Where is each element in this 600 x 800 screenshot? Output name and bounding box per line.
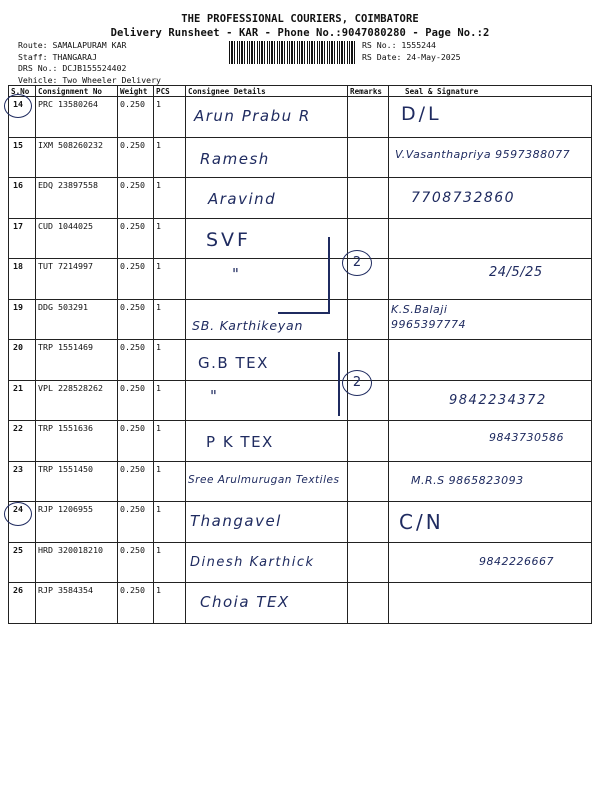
- handwritten-consignee: Arun Prabu R: [194, 107, 311, 125]
- row-remarks: [348, 583, 389, 624]
- table-row: [9, 178, 592, 219]
- row-pcs: 1: [156, 382, 161, 393]
- table-row: [9, 137, 592, 178]
- row-remarks: [348, 178, 389, 219]
- handwritten-signature: M.R.S 9865823093: [411, 473, 524, 487]
- handwritten-consignee: Choia TEX: [200, 593, 290, 611]
- row-pcs: 1: [156, 463, 161, 474]
- row-pcs: 1: [156, 220, 161, 231]
- rs-number: RS No.: 1555244: [362, 40, 436, 50]
- handwritten-signature: D/L: [401, 103, 442, 125]
- row-sno: 21: [13, 382, 23, 393]
- col-consignment-no: Consignment No: [36, 86, 118, 97]
- row-pcs: 1: [156, 139, 161, 150]
- row-remarks: [348, 137, 389, 178]
- handwritten-signature: 7708732860: [411, 190, 516, 206]
- row-sno: 20: [13, 342, 23, 352]
- row-pcs: 1: [156, 301, 161, 312]
- table-row: [9, 340, 592, 381]
- row-remarks: [348, 299, 389, 340]
- handwritten-signature: V.Vasanthapriya 9597388077: [395, 147, 571, 161]
- row-sno: 24: [13, 504, 23, 514]
- handwritten-consignee: Aravind: [208, 190, 277, 208]
- handwritten-consignee: P K TEX: [206, 433, 274, 451]
- col-weight: Weight: [118, 86, 154, 97]
- row-remarks: [348, 502, 389, 543]
- table-row: [9, 299, 592, 340]
- row-consignment: PRC 13580264: [38, 99, 98, 109]
- company-title: THE PROFESSIONAL COURIERS, COIMBATORE: [181, 13, 419, 25]
- row-pcs: 1: [156, 585, 161, 595]
- handwritten-consignee: Ramesh: [200, 149, 270, 168]
- row-consignment: HRD 320018210: [38, 544, 103, 555]
- runsheet-meta-left: [18, 40, 161, 86]
- pen-bracket-line: [338, 352, 340, 416]
- table-row: [9, 97, 592, 138]
- row-weight: 0.250: [120, 463, 145, 474]
- row-sno: 15: [13, 139, 23, 150]
- handwritten-signature: 9842226667: [479, 554, 554, 568]
- row-consignment: TRP 1551469: [38, 342, 93, 352]
- row-pcs: 1: [156, 261, 161, 271]
- row-remarks: [348, 461, 389, 502]
- handwritten-signature: 24/5/25: [489, 265, 543, 280]
- staff-label: Staff: THANGARAJ: [18, 51, 97, 62]
- row-weight: 0.250: [120, 261, 145, 271]
- row-weight: 0.250: [120, 585, 145, 595]
- row-consignment: IXM 508260232: [38, 139, 103, 150]
- pen-circle-mark: [4, 94, 32, 118]
- handwritten-consignee: ": [210, 386, 219, 405]
- row-sno: 22: [13, 423, 23, 433]
- row-weight: 0.250: [120, 139, 145, 150]
- row-weight: 0.250: [120, 504, 145, 514]
- handwritten-consignee: Sree Arulmurugan Textiles: [188, 473, 340, 486]
- row-pcs: 1: [156, 342, 161, 352]
- col-pcs: PCS: [154, 86, 186, 97]
- row-consignment: CUD 1044025: [38, 220, 93, 231]
- row-pcs: 1: [156, 99, 161, 109]
- table-row: [9, 380, 592, 421]
- handwritten-consignee: Thangavel: [190, 512, 282, 530]
- col-seal-signature: Seal & Signature: [389, 86, 592, 97]
- row-sno: 16: [13, 180, 23, 190]
- pen-bracket-line: [278, 312, 330, 314]
- vehicle-label: Vehicle: Two Wheeler Delivery: [18, 74, 161, 85]
- pen-bracket-line: [328, 237, 330, 313]
- row-sno: 18: [13, 261, 23, 271]
- row-weight: 0.250: [120, 544, 145, 555]
- pen-circle-mark: [4, 502, 32, 526]
- col-consignee-details: Consignee Details: [186, 86, 348, 97]
- row-remarks: [348, 97, 389, 138]
- row-consignment: VPL 228528262: [38, 382, 103, 393]
- row-pcs: 1: [156, 423, 161, 433]
- row-sno: 23: [13, 463, 23, 474]
- row-sno: 19: [13, 301, 23, 312]
- row-consignment: TUT 7214997: [38, 261, 93, 271]
- runsheet-subtitle: Delivery Runsheet - KAR - Phone No.:9047080280 - Page No.:2: [110, 27, 490, 39]
- route-label: Route: SAMALAPURAM KAR: [18, 40, 127, 50]
- row-consignment: DDG 503291: [38, 301, 88, 312]
- table-row: [9, 421, 592, 462]
- row-pcs: 1: [156, 180, 161, 190]
- handwritten-consignee: G.B TEX: [198, 354, 269, 372]
- drs-number: DRS No.: DCJB155524402: [18, 63, 127, 73]
- row-weight: 0.250: [120, 382, 145, 393]
- row-consignment: TRP 1551636: [38, 423, 93, 433]
- row-weight: 0.250: [120, 342, 145, 352]
- handwritten-signature: K.S.Balaji 9965397774: [391, 302, 466, 331]
- handwritten-consignee: SB. Karthikeyan: [192, 317, 304, 333]
- row-weight: 0.250: [120, 220, 145, 231]
- row-weight: 0.250: [120, 301, 145, 312]
- handwritten-signature: 9843730586: [489, 431, 564, 444]
- row-weight: 0.250: [120, 423, 145, 433]
- table-header-row: [9, 86, 592, 97]
- runsheet-meta-right: [362, 40, 461, 63]
- row-consignment: RJP 3584354: [38, 585, 93, 595]
- table-row: [9, 218, 592, 259]
- table-row: [9, 502, 592, 543]
- row-weight: 0.250: [120, 99, 145, 109]
- row-sno: 26: [13, 585, 23, 595]
- group-count-circle: 2: [342, 250, 372, 276]
- row-consignment: EDQ 23897558: [38, 180, 98, 190]
- table-row: [9, 461, 592, 502]
- row-sno: 17: [13, 220, 23, 231]
- row-remarks: [348, 421, 389, 462]
- table-row: [9, 583, 592, 624]
- row-remarks: [348, 542, 389, 583]
- handwritten-consignee: SVF: [206, 228, 251, 251]
- row-consignment: RJP 1206955: [38, 504, 93, 514]
- handwritten-signature: C/N: [399, 510, 444, 534]
- group-count-circle: 2: [342, 370, 372, 396]
- row-weight: 0.250: [120, 180, 145, 190]
- table-row: [9, 542, 592, 583]
- row-sno: 14: [13, 99, 23, 109]
- handwritten-consignee: ": [232, 265, 241, 283]
- row-sno: 25: [13, 544, 23, 555]
- row-pcs: 1: [156, 504, 161, 514]
- handwritten-signature: 9842234372: [449, 392, 547, 408]
- col-remarks: Remarks: [348, 86, 389, 97]
- handwritten-consignee: Dinesh Karthick: [190, 554, 315, 570]
- barcode: [229, 41, 356, 64]
- col-sno: S.No: [9, 86, 36, 97]
- table-row: [9, 259, 592, 300]
- rs-date: RS Date: 24-May-2025: [362, 51, 461, 62]
- row-consignment: TRP 1551450: [38, 463, 93, 474]
- runsheet-table: [8, 85, 592, 624]
- row-pcs: 1: [156, 544, 161, 555]
